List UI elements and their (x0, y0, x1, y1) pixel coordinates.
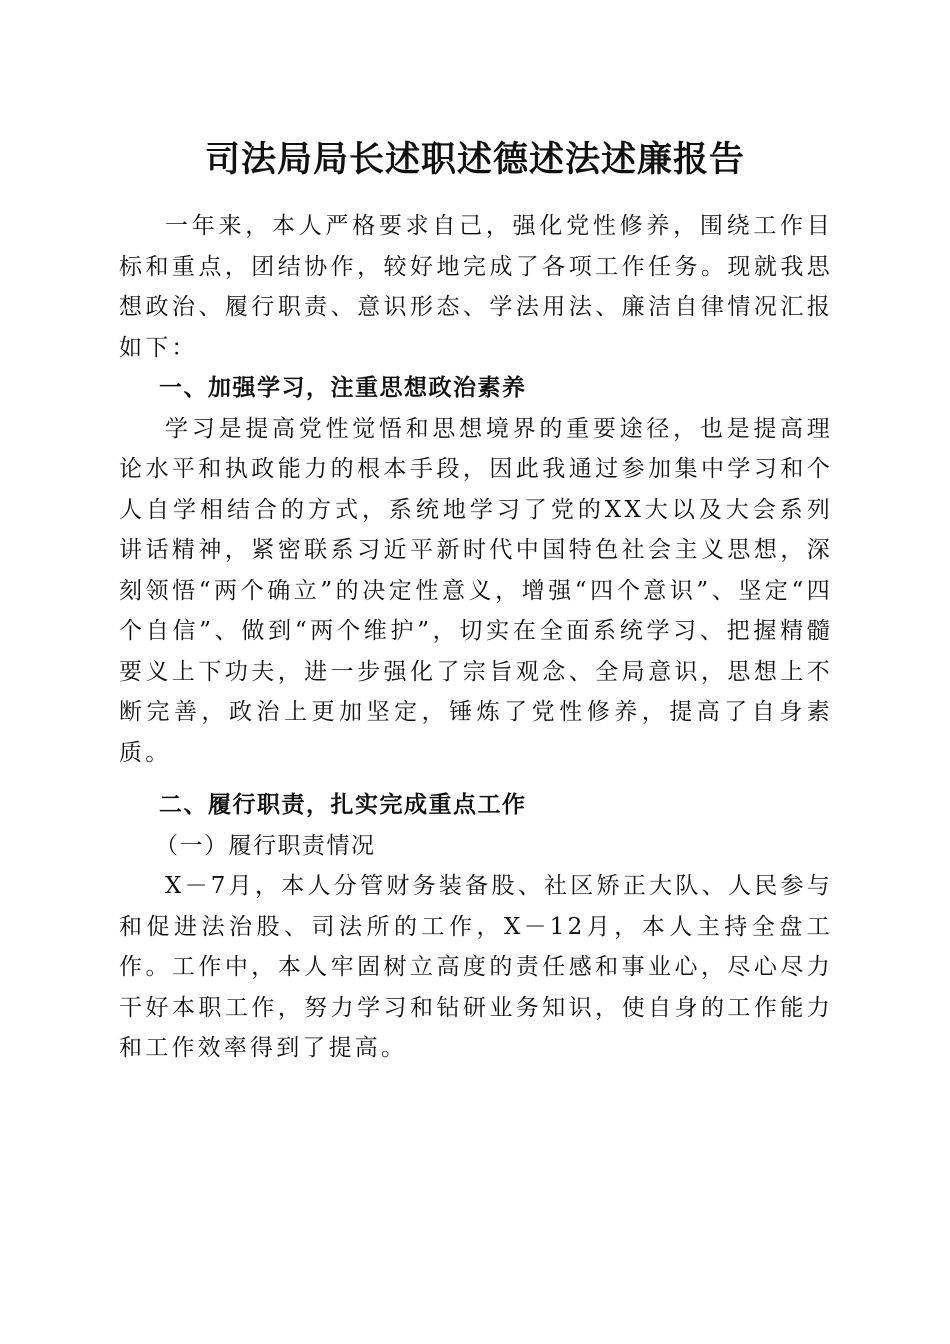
document-body (119, 206, 833, 1069)
section-1-heading: 一、加强学习，注重思想政治素养 (159, 375, 527, 401)
section-2-heading: 二、履行职责，扎实完成重点工作 (159, 792, 527, 818)
section-2-paragraph: X－7月，本人分管财务装备股、社区矫正大队、人民参与和促进法治股、司法所的工作，X－12月，本人主持全盘工作。工作中，本人牢固树立高度的责任感和事业心，尽心尽力干好本职工作，努力学习和钻研业务知识，使自身的工作能力和工作效率得到了提高。 (119, 873, 833, 1061)
section-spacer (119, 773, 833, 785)
section-1-paragraph: 学习是提高党性觉悟和思想境界的重要途径，也是提高理论水平和执政能力的根本手段，因此我通过参加集中学习和个人自学相结合的方式，系统地学习了党的XX大以及大会系列讲话精神，紧密联系习近平新时代中国特色社会主义思想，深刻领悟“两个确立”的决定性意义，增强“四个意识”、坚定“四个自信”、做到“两个维护”，切实在全面系统学习、把握精髓要义上下功夫，进一步强化了宗旨观念、全局意识，思想上不断完善，政治上更加坚定，锤炼了党性修养，提高了自身素质。 (119, 415, 833, 766)
section-2-subheading: （一）履行职责情况 (155, 832, 376, 859)
document-title: 司法局局长述职述德述法述廉报告 (204, 139, 745, 180)
intro-paragraph: 一年来，本人严格要求自己，强化党性修养，围绕工作目标和重点，团结协作，较好地完成了各项工作任务。现就我思想政治、履行职责、意识形态、学法用法、廉洁自律情况汇报如下： (119, 213, 833, 361)
